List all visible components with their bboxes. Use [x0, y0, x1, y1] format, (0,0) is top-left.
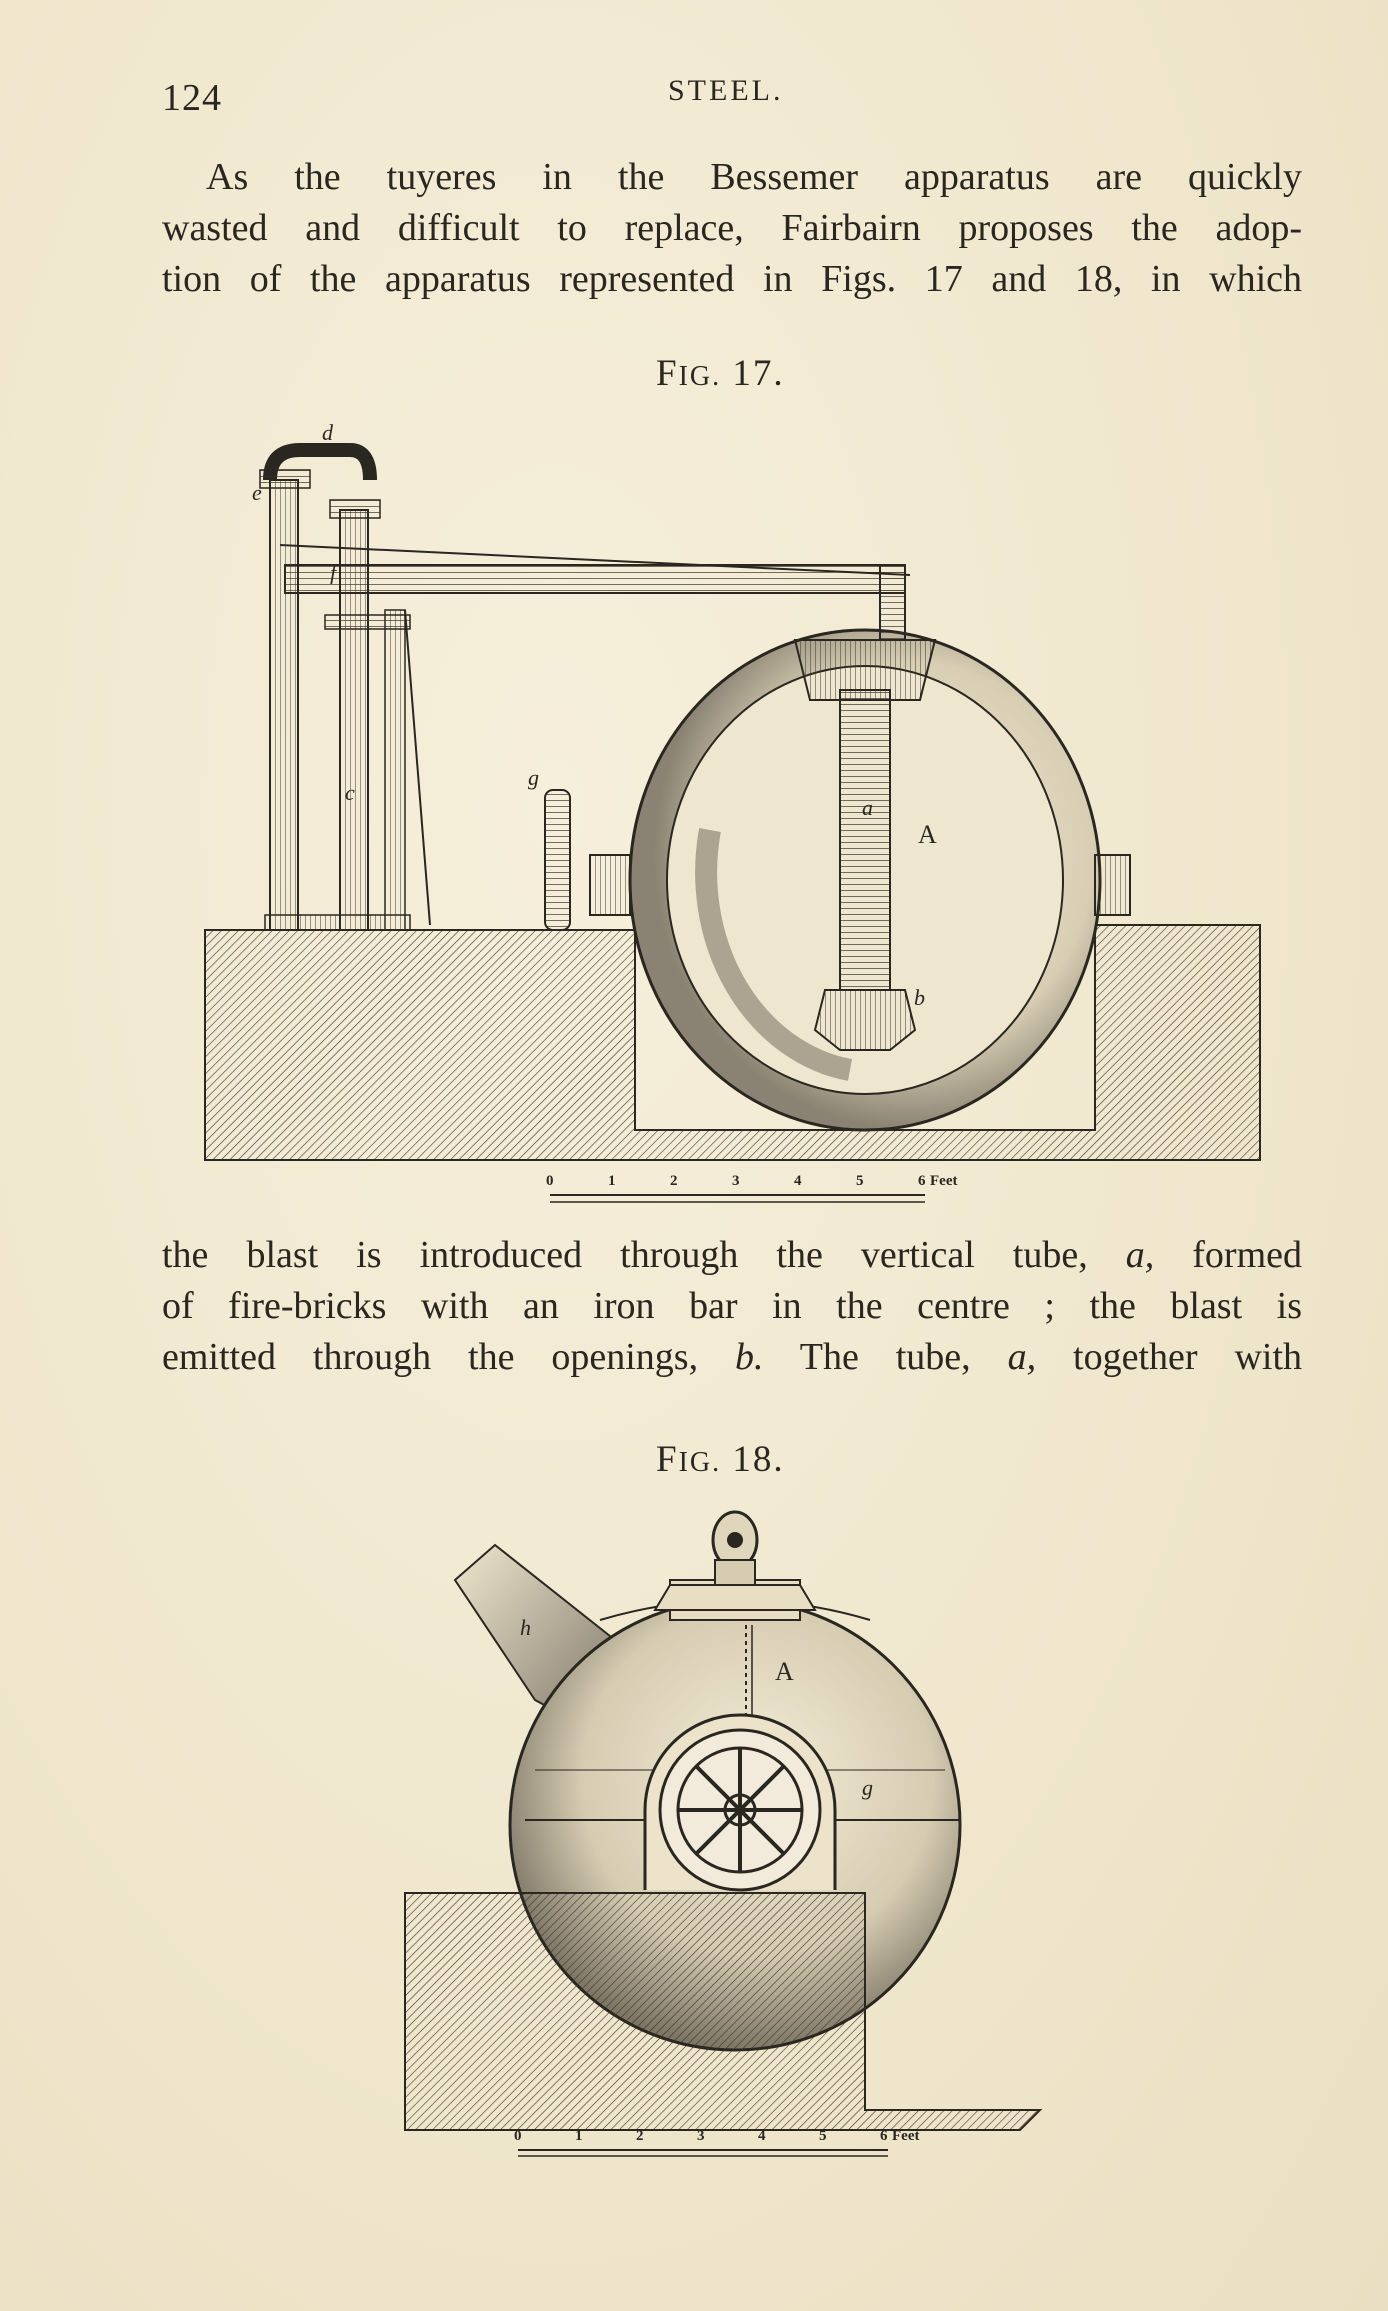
- text-run: formed: [1154, 1234, 1303, 1276]
- page-number: 124: [162, 77, 222, 119]
- caption-number: 18.: [721, 1439, 785, 1480]
- scale-tick-1: 1: [608, 1173, 616, 1189]
- paragraph-blast: [162, 1230, 1302, 1383]
- scale-tick-0: 0: [514, 2128, 522, 2144]
- trunnion-right: [1095, 855, 1130, 915]
- label-f: f: [330, 560, 337, 585]
- figure-17-caption: [656, 352, 785, 395]
- figure-17-drawing: [190, 410, 1270, 1210]
- caption-number: 17.: [721, 353, 785, 394]
- text-line: [162, 1230, 1302, 1281]
- scale-tick-2: 2: [636, 2128, 644, 2144]
- caption-smallcaps: IG.: [678, 1447, 722, 1478]
- label-g: g: [528, 765, 539, 790]
- scale-unit: Feet: [930, 1173, 958, 1189]
- scale-tick-3: 3: [697, 2128, 705, 2144]
- text-line: As the tuyeres in the Bessemer apparatus are quickly: [206, 156, 1302, 198]
- caption-smallcaps: IG.: [678, 361, 722, 392]
- label-c: c: [345, 780, 355, 805]
- foundation-block: [405, 1893, 1040, 2130]
- text-line: of fire-bricks with an iron bar in the centre ; the blast is: [162, 1285, 1302, 1327]
- scale-tick-4: 4: [794, 1173, 802, 1189]
- scale-tick-4: 4: [758, 2128, 766, 2144]
- label-h: h: [520, 1615, 531, 1640]
- gear-wheel: [545, 790, 570, 930]
- text-line: tion of the apparatus represented in Figs. 17 and 18, in which: [162, 258, 1302, 300]
- trunnion-left: [590, 855, 630, 915]
- scale-tick-0: 0: [546, 1173, 554, 1189]
- text-italic: a,: [1125, 1234, 1155, 1276]
- text-run: emitted through the openings,: [162, 1336, 735, 1378]
- label-b: b: [914, 985, 925, 1010]
- caption-initial: F: [656, 353, 679, 394]
- label-d: d: [322, 420, 333, 445]
- label-A: A: [918, 820, 937, 849]
- figure-18-drawing: [400, 1500, 1100, 2160]
- scale-tick-6: 6: [880, 2128, 888, 2144]
- label-A: A: [775, 1657, 794, 1686]
- figure-18-caption: [656, 1438, 785, 1481]
- text-italic: a,: [1007, 1336, 1037, 1378]
- label-g: g: [862, 1775, 873, 1800]
- vertical-tube: [840, 690, 890, 990]
- paragraph-intro: [162, 152, 1302, 305]
- label-e: e: [252, 480, 262, 505]
- text-run: the blast is introduced through the vertical tube,: [162, 1234, 1126, 1276]
- scale-tick-5: 5: [856, 1173, 864, 1189]
- scale-tick-2: 2: [670, 1173, 678, 1189]
- scale-bar: [546, 1173, 957, 1202]
- scale-tick-6: 6: [918, 1173, 926, 1189]
- scale-bar: [514, 2128, 919, 2156]
- scale-tick-5: 5: [819, 2128, 827, 2144]
- label-a: a: [862, 795, 873, 820]
- caption-initial: F: [656, 1439, 679, 1480]
- column-left: [270, 480, 298, 930]
- text-run: together with: [1036, 1336, 1302, 1378]
- scale-tick-3: 3: [732, 1173, 740, 1189]
- text-run: The tube,: [763, 1336, 1008, 1378]
- text-italic: b.: [735, 1336, 764, 1378]
- blast-pipe: [285, 565, 905, 593]
- running-head: STEEL.: [668, 74, 784, 107]
- column-right: [340, 510, 368, 930]
- scale-unit: Feet: [892, 2128, 920, 2144]
- text-line: [162, 1332, 1302, 1383]
- text-line: wasted and difficult to replace, Fairbairn proposes the adop-: [162, 207, 1302, 249]
- scale-tick-1: 1: [575, 2128, 583, 2144]
